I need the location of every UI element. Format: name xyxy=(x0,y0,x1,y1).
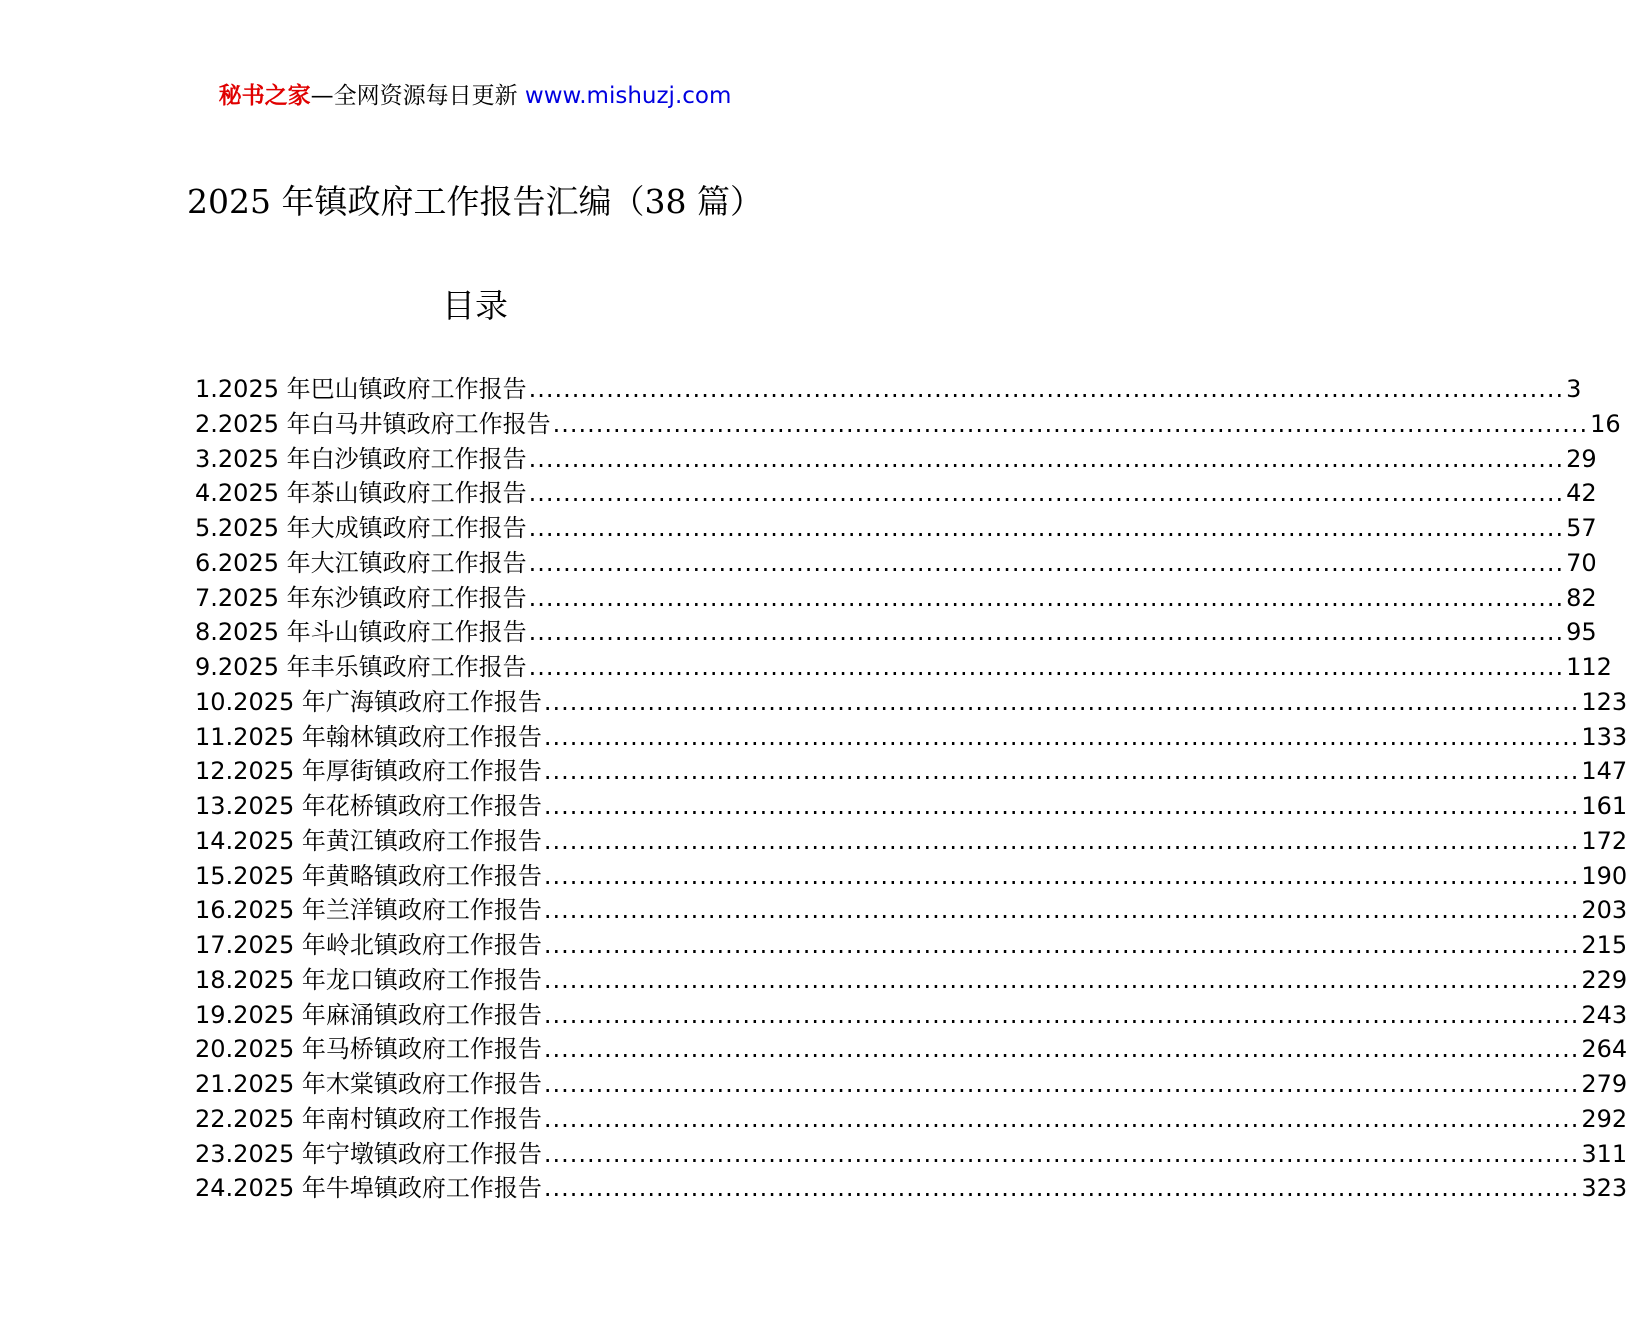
toc-entry-label: 8.2025 年斗山镇政府工作报告 xyxy=(195,618,527,647)
dot-leader: ........................................................................................................................ xyxy=(543,757,1580,786)
toc-entry-page-number: 29 xyxy=(1566,444,1597,473)
toc-entry-page-number: 311 xyxy=(1581,1139,1627,1168)
toc-entry[interactable] xyxy=(195,615,1597,650)
toc-entry-page-number: 203 xyxy=(1581,896,1627,925)
dot-leader: ........................................................................................................................ xyxy=(528,583,1565,612)
toc-entry[interactable] xyxy=(195,1032,1627,1067)
site-url-link[interactable]: www.mishuzj.com xyxy=(524,83,732,109)
toc-entry-label: 1.2025 年巴山镇政府工作报告 xyxy=(195,375,527,403)
dot-leader: ........................................................................................................................ xyxy=(543,896,1580,925)
toc-entry[interactable] xyxy=(195,824,1627,859)
dot-leader: ........................................................................................................................ xyxy=(543,1174,1580,1203)
document-title: 2025 年镇政府工作报告汇编（38 篇） xyxy=(187,182,763,221)
toc-entry-label: 12.2025 年厚街镇政府工作报告 xyxy=(195,757,542,786)
toc-entry-page-number: 323 xyxy=(1581,1174,1627,1203)
toc-entry-label: 18.2025 年龙口镇政府工作报告 xyxy=(195,965,542,994)
toc-entry-label: 20.2025 年马桥镇政府工作报告 xyxy=(195,1035,542,1064)
toc-entry-page-number: 229 xyxy=(1581,965,1627,994)
brand-name: 秘书之家 xyxy=(218,83,311,109)
toc-entry-label: 16.2025 年兰洋镇政府工作报告 xyxy=(195,896,542,925)
dot-leader: ........................................................................................................................ xyxy=(543,826,1580,855)
dot-leader: ........................................................................................................................ xyxy=(528,618,1565,647)
toc-entry-label: 6.2025 年大江镇政府工作报告 xyxy=(195,548,527,577)
dot-leader: ........................................................................................................................ xyxy=(552,409,1589,438)
toc-entry[interactable] xyxy=(195,650,1612,685)
toc-entry-label: 17.2025 年岭北镇政府工作报告 xyxy=(195,931,542,959)
toc-entry-page-number: 42 xyxy=(1566,479,1597,508)
toc-entry-label: 23.2025 年宁墩镇政府工作报告 xyxy=(195,1139,542,1168)
toc-entry[interactable] xyxy=(195,546,1597,581)
toc-entry-page-number: 147 xyxy=(1581,757,1627,786)
toc-entry[interactable] xyxy=(195,685,1627,720)
toc-entry-label: 7.2025 年东沙镇政府工作报告 xyxy=(195,583,527,612)
table-of-contents xyxy=(195,372,1627,1206)
toc-entry-page-number: 190 xyxy=(1581,861,1627,890)
toc-entry-page-number: 70 xyxy=(1566,548,1597,577)
toc-entry-page-number: 123 xyxy=(1581,687,1627,716)
toc-entry-label: 10.2025 年广海镇政府工作报告 xyxy=(195,687,542,716)
toc-entry-page-number: 82 xyxy=(1566,583,1597,612)
toc-entry[interactable] xyxy=(195,928,1627,963)
toc-entry[interactable] xyxy=(195,720,1627,755)
toc-entry[interactable] xyxy=(195,754,1627,789)
toc-entry-page-number: 133 xyxy=(1581,722,1627,751)
dot-leader: ........................................................................................................................ xyxy=(528,375,1565,403)
toc-entry-page-number: 161 xyxy=(1581,792,1627,820)
toc-entry-label: 22.2025 年南村镇政府工作报告 xyxy=(195,1104,542,1133)
dot-leader: ........................................................................................................................ xyxy=(543,861,1580,890)
dot-leader: ........................................................................................................................ xyxy=(543,965,1580,994)
dot-leader: ........................................................................................................................ xyxy=(528,653,1565,681)
dot-leader: ........................................................................................................................ xyxy=(543,931,1580,959)
toc-entry-label: 19.2025 年麻涌镇政府工作报告 xyxy=(195,1000,542,1029)
toc-entry-label: 21.2025 年木棠镇政府工作报告 xyxy=(195,1070,542,1098)
toc-entry-page-number: 264 xyxy=(1581,1035,1627,1064)
toc-entry-label: 9.2025 年丰乐镇政府工作报告 xyxy=(195,653,527,681)
toc-entry-label: 2.2025 年白马井镇政府工作报告 xyxy=(195,409,551,438)
toc-entry-page-number: 95 xyxy=(1566,618,1597,647)
toc-entry[interactable] xyxy=(195,1137,1627,1172)
toc-entry-label: 14.2025 年黄江镇政府工作报告 xyxy=(195,826,542,855)
dot-leader: ........................................................................................................................ xyxy=(543,687,1580,716)
dot-leader: ........................................................................................................................ xyxy=(543,722,1580,751)
toc-entry[interactable] xyxy=(195,511,1597,546)
site-header xyxy=(0,78,950,114)
toc-entry-page-number: 57 xyxy=(1566,514,1597,542)
dot-leader: ........................................................................................................................ xyxy=(528,444,1565,473)
toc-entry-page-number: 112 xyxy=(1566,653,1612,681)
toc-entry-page-number: 215 xyxy=(1581,931,1627,959)
dot-leader: ........................................................................................................................ xyxy=(543,1139,1580,1168)
toc-entry-page-number: 243 xyxy=(1581,1000,1627,1029)
toc-entry-label: 5.2025 年大成镇政府工作报告 xyxy=(195,514,527,542)
toc-entry[interactable] xyxy=(195,789,1627,824)
dot-leader: ........................................................................................................................ xyxy=(543,1104,1580,1133)
toc-entry-page-number: 172 xyxy=(1581,826,1627,855)
toc-entry-page-number: 3 xyxy=(1566,375,1582,403)
toc-entry-page-number: 292 xyxy=(1581,1104,1627,1133)
toc-entry[interactable] xyxy=(195,1171,1627,1206)
dot-leader: ........................................................................................................................ xyxy=(543,1070,1580,1098)
toc-entry-page-number: 279 xyxy=(1581,1070,1627,1098)
toc-entry[interactable] xyxy=(195,372,1582,407)
toc-entry[interactable] xyxy=(195,407,1621,442)
dot-leader: ........................................................................................................................ xyxy=(528,479,1565,508)
toc-entry-label: 4.2025 年茶山镇政府工作报告 xyxy=(195,479,527,508)
toc-entry-page-number: 16 xyxy=(1590,409,1621,438)
dot-leader: ........................................................................................................................ xyxy=(543,1035,1580,1064)
dot-leader: ........................................................................................................................ xyxy=(543,1000,1580,1029)
toc-entry[interactable] xyxy=(195,893,1627,928)
toc-entry[interactable] xyxy=(195,859,1627,894)
toc-entry[interactable] xyxy=(195,963,1627,998)
toc-heading: 目录 xyxy=(442,286,508,325)
dot-leader: ........................................................................................................................ xyxy=(528,514,1565,542)
toc-entry-label: 15.2025 年黄略镇政府工作报告 xyxy=(195,861,542,890)
toc-entry-label: 11.2025 年翰林镇政府工作报告 xyxy=(195,722,542,751)
toc-entry[interactable] xyxy=(195,998,1627,1033)
toc-entry-label: 24.2025 年牛埠镇政府工作报告 xyxy=(195,1174,542,1203)
toc-entry-label: 13.2025 年花桥镇政府工作报告 xyxy=(195,792,542,820)
toc-entry[interactable] xyxy=(195,476,1597,511)
toc-entry-label: 3.2025 年白沙镇政府工作报告 xyxy=(195,444,527,473)
dot-leader: ........................................................................................................................ xyxy=(543,792,1580,820)
toc-entry[interactable] xyxy=(195,442,1597,477)
dot-leader: ........................................................................................................................ xyxy=(528,548,1565,577)
toc-entry[interactable] xyxy=(195,1067,1627,1102)
toc-entry[interactable] xyxy=(195,1102,1627,1137)
site-tagline: —全网资源每日更新 xyxy=(310,83,525,109)
toc-entry[interactable] xyxy=(195,581,1597,616)
